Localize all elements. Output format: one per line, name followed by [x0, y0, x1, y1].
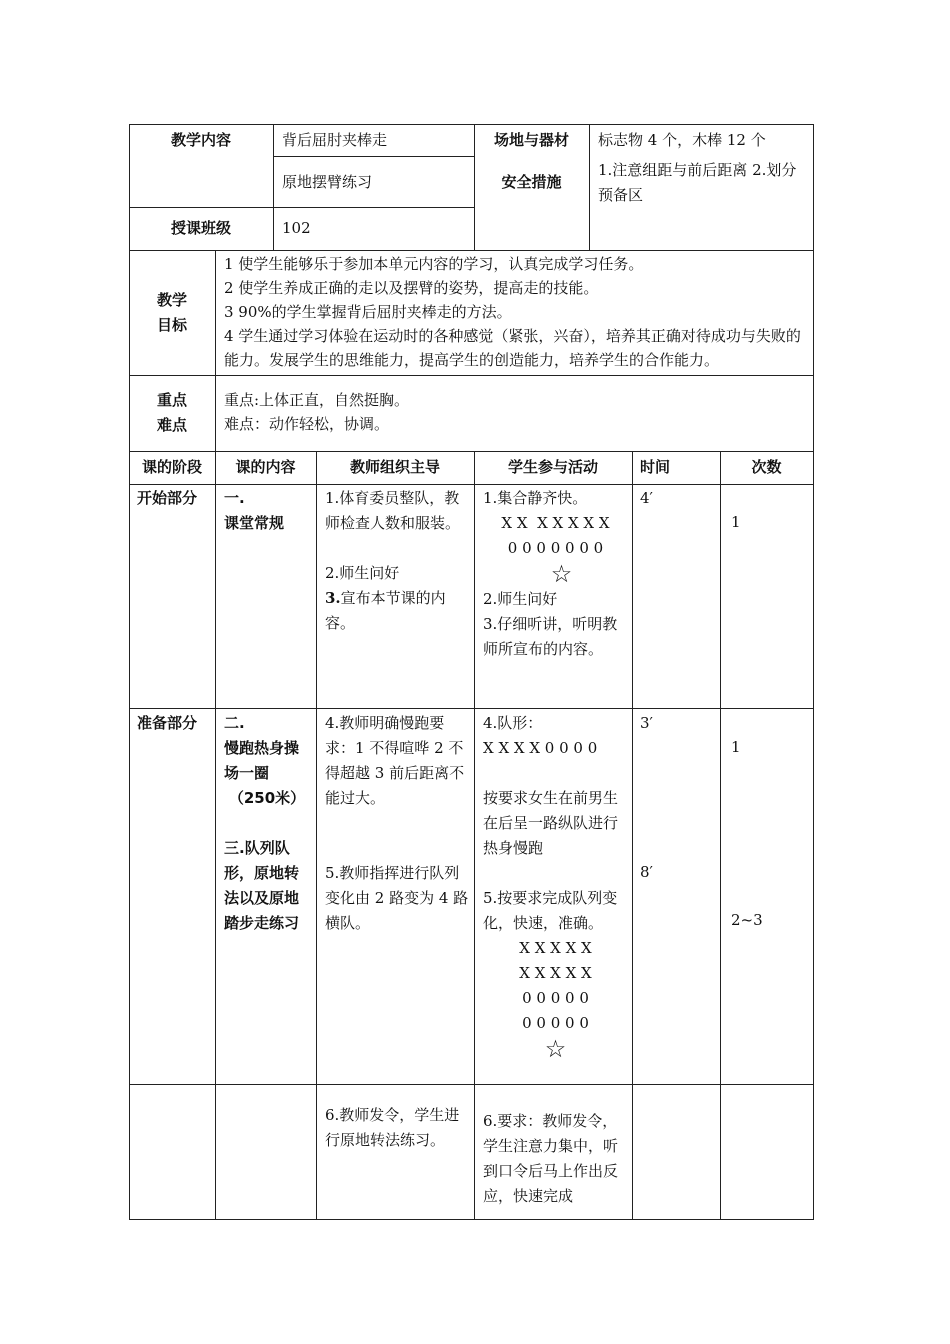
table-border-bottom [129, 1219, 814, 1220]
prep-teacher-5: 5.教师指挥进行队列变化由 2 路变为 4 路横队。 [325, 864, 469, 932]
prep-content-1: 二. [224, 714, 245, 732]
table-line [273, 156, 474, 157]
table-line [474, 451, 475, 1220]
venue-value: 标志物 4 个，木棒 12 个 [598, 131, 766, 149]
objectives-label-line-2: 目标 [156, 316, 187, 334]
start-teacher-3-text: 宣布本节课的内容。 [325, 589, 446, 632]
teaching-content-2: 原地摆臂练习 [282, 173, 373, 191]
table-line [632, 451, 633, 1220]
prep-teacher-4: 4.教师明确慢跑要求：1 不得喧哗 2 不得超越 3 前后距离不能过大。 [325, 714, 465, 807]
objectives-label-line-1: 教学 [156, 291, 187, 309]
prep-student-4b: 按要求女生在前男生在后呈一路纵队进行热身慢跑 [483, 789, 619, 857]
prep-content-3: （250米） [228, 789, 306, 807]
star-icon: ☆ [544, 1035, 567, 1063]
objective-item: 2 使学生养成正确的走以及摆臂的姿势，提高走的技能。 [224, 279, 599, 297]
start-student-2: 2.师生问好 [483, 590, 558, 608]
class-value: 102 [282, 219, 311, 237]
prep-formation-a: X X X X 0 0 0 0 [483, 739, 598, 757]
table-line [720, 451, 721, 1220]
col-header-time: 时间 [640, 458, 671, 476]
teaching-content-label: 教学内容 [170, 131, 231, 149]
prep-formation-row: 0 0 0 0 0 [522, 1014, 589, 1032]
safety-value: 1.注意组距与前后距离 2.划分预备区 [598, 161, 797, 204]
table-line [273, 124, 274, 251]
start-teacher [325, 486, 470, 636]
objective-item: 1 使学生能够乐于参加本单元内容的学习，认真完成学习任务。 [224, 255, 644, 273]
prep-formation-row: X X X X X [519, 939, 592, 957]
prep-content-4: 三.队列队形，原地转法以及原地踏步走练习 [224, 839, 300, 932]
table-line [129, 1084, 814, 1085]
key-points-label-line-1: 重点 [156, 391, 187, 409]
start-student-1: 1.集合静齐快。 [483, 489, 588, 507]
start-student [483, 486, 628, 662]
objectives-label [129, 288, 215, 338]
table-line [129, 451, 814, 452]
start-content [224, 486, 312, 536]
prep-stage: 准备部分 [137, 714, 198, 732]
start-teacher-3 [325, 586, 470, 636]
table-line [589, 124, 590, 251]
col-header-student: 学生参与活动 [507, 458, 598, 476]
venue-label: 场地与器材 [493, 131, 569, 149]
prep-count-1: 1 [731, 738, 741, 756]
key-points-label-line-2: 难点 [156, 416, 187, 434]
start-time: 4′ [640, 489, 653, 507]
table-line [129, 375, 814, 376]
prep-student-5: 5.按要求完成队列变化，快速，准确。 [483, 889, 618, 932]
col-header-teacher: 教师组织主导 [349, 458, 440, 476]
key-points-label [129, 388, 215, 438]
start-teacher-2: 2.师生问好 [325, 564, 400, 582]
objective-item: 4 学生通过学习体验在运动时的各种感觉（紧张，兴奋），培养其正确对待成功与失败的能力。发展学生的思维能力，提高学生的创造能力，培养学生的合作能力。 [224, 327, 801, 369]
table-line [129, 207, 474, 208]
prep-teacher [325, 711, 470, 936]
table-line [129, 708, 814, 709]
col-header-stage: 课的阶段 [141, 458, 202, 476]
drill-student: 6.要求：教师发令，学生注意力集中，听到口令后马上作出反应，快速完成 [483, 1112, 619, 1205]
key-difficulty: 难点：动作轻松，协调。 [224, 415, 390, 433]
prep-formation-row: X X X X X [519, 964, 592, 982]
objectives-text [224, 252, 809, 372]
drill-teacher: 6.教师发令，学生进行原地转法练习。 [325, 1106, 460, 1149]
prep-formation-row: 0 0 0 0 0 [522, 989, 589, 1007]
start-teacher-3-num: 3. [325, 589, 341, 607]
table-border-right [813, 124, 814, 1220]
prep-time-2: 8′ [640, 863, 653, 881]
prep-time-1: 3′ [640, 714, 653, 732]
prep-count-2: 2~3 [731, 911, 763, 929]
table-line [129, 250, 814, 251]
start-content-1: 一. [224, 489, 245, 507]
key-focus: 重点:上体正直，自然挺胸。 [224, 391, 410, 409]
table-line [316, 451, 317, 1220]
star-icon: ☆ [550, 560, 573, 588]
start-student-3: 3.仔细听讲，听明教师所宣布的内容。 [483, 615, 618, 658]
col-header-content: 课的内容 [235, 458, 296, 476]
start-count: 1 [731, 513, 741, 531]
prep-content-2: 慢跑热身操场一圈 [224, 739, 300, 782]
start-stage: 开始部分 [137, 489, 198, 507]
class-label: 授课班级 [170, 219, 231, 237]
prep-content [224, 711, 310, 936]
safety-label: 安全措施 [501, 173, 562, 191]
objective-item: 3 90%的学生掌握背后屈肘夹棒走的方法。 [224, 303, 512, 321]
start-formation-1: X X X X X X X [501, 514, 610, 532]
table-line [215, 250, 216, 1220]
start-formation-2: 0 0 0 0 0 0 0 [507, 539, 604, 557]
start-teacher-1: 1.体育委员整队，教师检查人数和服装。 [325, 489, 461, 532]
teaching-content-1: 背后屈肘夹棒走 [282, 131, 388, 149]
table-line [129, 484, 814, 485]
col-header-count: 次数 [751, 458, 782, 476]
table-border-top [129, 124, 814, 125]
start-content-2: 课堂常规 [224, 514, 285, 532]
prep-student-4: 4.队形： [483, 714, 543, 732]
prep-student [483, 711, 628, 1062]
